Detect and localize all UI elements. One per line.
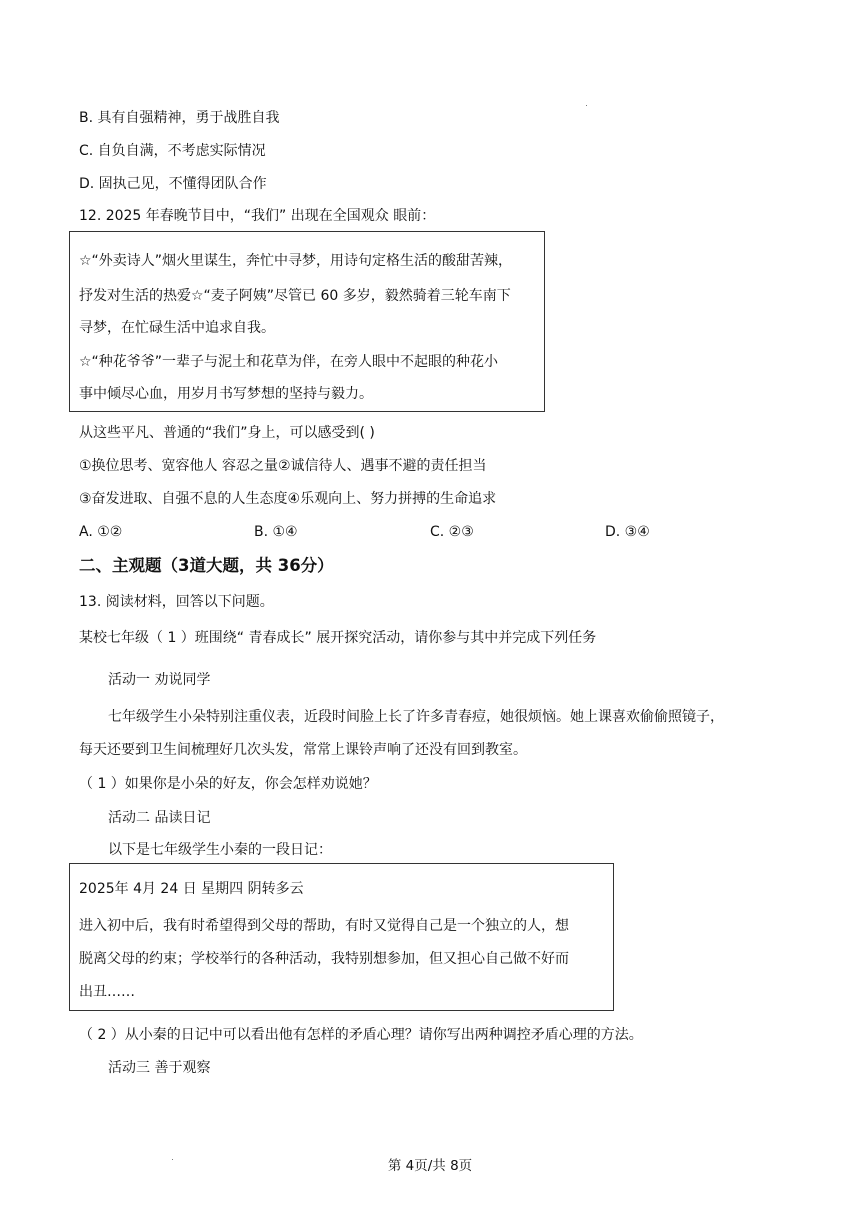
q12-statement: ③奋发进取、自强不息的人生态度④乐观向上、努力拼搏的生命追求	[79, 491, 497, 507]
section-title: 二、主观题（3道大题，共 36分）	[79, 556, 334, 575]
sub-question-1: （ 1 ）如果你是小朵的好友，你会怎样劝说她？	[79, 776, 377, 792]
q12-material-box	[69, 231, 545, 412]
q12-material-line: 寻梦，在忙碌生活中追求自我。	[79, 320, 275, 336]
q11-option-b: B. 具有自强精神，勇于战胜自我	[79, 110, 280, 126]
q12-option-c: C. ②③	[430, 524, 474, 540]
q12-stem: 12. 2025 年春晚节目中，“我们” 出现在全国观众 眼前：	[79, 208, 436, 224]
activity1-text: 每天还要到卫生间梳理好几次头发，常常上课铃声响了还没有回到教室。	[79, 742, 527, 758]
q12-material-line: ☆“种花爷爷”一辈子与泥土和花草为伴，在旁人眼中不起眼的种花小	[79, 354, 499, 370]
q12-question: 从这些平凡、普通的“我们”身上，可以感受到( )	[79, 425, 375, 441]
q12-option-a: A. ①②	[79, 524, 123, 540]
activity1-title: 活动一 劝说同学	[108, 672, 211, 688]
diary-line: 出丑……	[79, 984, 135, 1000]
diary-line: 2025年 4月 24 日 星期四 阴转多云	[79, 881, 304, 897]
q12-statement: ①换位思考、宽容他人 容忍之量②诚信待人、遇事不避的责任担当	[79, 458, 487, 474]
q12-material-line: ☆“外卖诗人”烟火里谋生，奔忙中寻梦，用诗句定格生活的酸甜苦辣，	[79, 253, 513, 269]
q12-material-line: 事中倾尽心血，用岁月书写梦想的坚持与毅力。	[79, 386, 373, 402]
q12-option-b: B. ①④	[254, 524, 298, 540]
diary-line: 脱离父母的约束；学校举行的各种活动，我特别想参加，但又担心自己做不好而	[79, 951, 569, 967]
activity2-intro: 以下是七年级学生小秦的一段日记：	[108, 842, 332, 858]
diary-line: 进入初中后，我有时希望得到父母的帮助，有时又觉得自己是一个独立的人，想	[79, 918, 569, 934]
q13-intro: 某校七年级（ 1 ）班围绕“ 青春成长” 展开探究活动，请你参与其中并完成下列任务	[79, 630, 597, 646]
q11-option-c: C. 自负自满，不考虑实际情况	[79, 143, 266, 159]
activity3-title: 活动三 善于观察	[108, 1060, 211, 1076]
scan-speck	[586, 105, 587, 106]
page-number: 第 4页/共 8页	[387, 1158, 473, 1174]
sub-question-2: （ 2 ）从小秦的日记中可以看出他有怎样的矛盾心理？请你写出两种调控矛盾心理的方法。	[79, 1027, 643, 1043]
activity2-title: 活动二 品读日记	[108, 810, 211, 826]
q13-stem: 13. 阅读材料，回答以下问题。	[79, 594, 274, 610]
activity1-text: 七年级学生小朵特别注重仪表，近段时间脸上长了许多青春痘，她很烦恼。她上课喜欢偷偷照镜子，	[108, 709, 724, 725]
q11-option-d: D. 固执己见，不懂得团队合作	[79, 176, 267, 192]
q12-material-line: 抒发对生活的热爱☆“麦子阿姨”尽管已 60 多岁，毅然骑着三轮车南下	[79, 288, 511, 304]
q12-option-d: D. ③④	[605, 524, 650, 540]
diary-box	[69, 863, 614, 1011]
